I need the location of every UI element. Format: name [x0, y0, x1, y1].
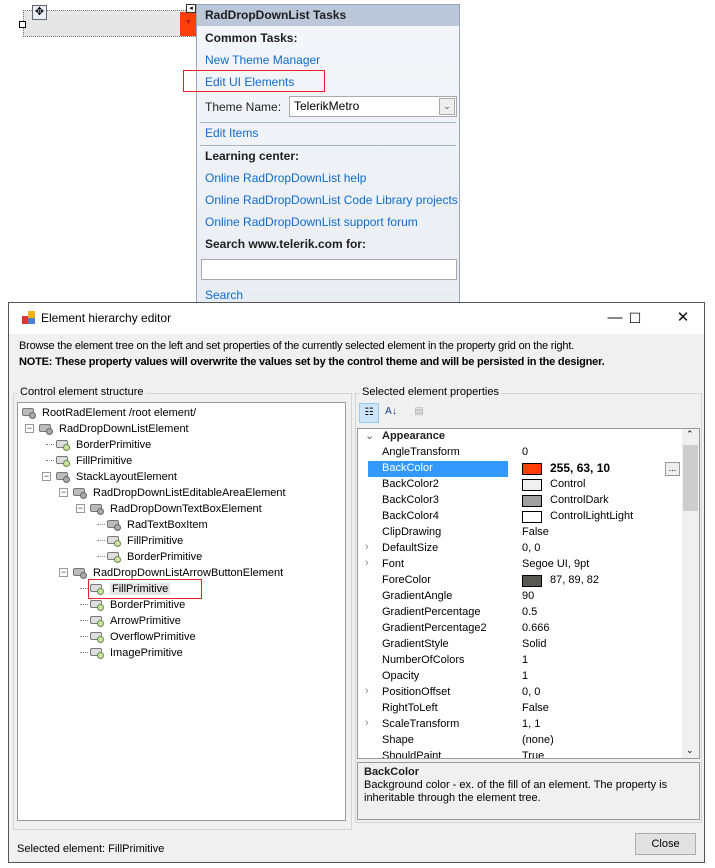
tree-node[interactable]	[90, 645, 183, 661]
tree-node-label: ArrowPrimitive	[110, 615, 181, 627]
property-value[interactable]: (none)	[522, 734, 554, 746]
tree-node[interactable]	[107, 517, 208, 533]
primitive-icon	[107, 535, 123, 547]
property-row[interactable]	[358, 573, 682, 589]
tree-connector	[46, 460, 54, 461]
property-row[interactable]	[358, 653, 682, 669]
search-heading: Search www.telerik.com for:	[205, 237, 366, 251]
ellipsis-button[interactable]: ...	[665, 462, 680, 476]
element-icon	[56, 471, 72, 483]
property-name: ClipDrawing	[382, 526, 442, 538]
tasks-title: RadDropDownList Tasks	[197, 5, 459, 26]
tree-node-label: FillPrimitive	[76, 455, 133, 467]
tree-node-label: RadTextBoxItem	[127, 519, 208, 531]
tasks-panel	[196, 4, 460, 304]
close-icon[interactable]: ✕	[676, 309, 690, 326]
property-name: AngleTransform	[382, 446, 460, 458]
property-row[interactable]	[358, 605, 682, 621]
color-swatch	[522, 575, 542, 587]
search-link[interactable]: Search	[205, 288, 244, 302]
new-theme-manager-link[interactable]: New Theme Manager	[205, 53, 321, 67]
tree-node[interactable]	[39, 421, 189, 437]
collapse-toggle-icon[interactable]: −	[60, 567, 67, 577]
scrollbar[interactable]	[682, 429, 699, 758]
learning-center-heading: Learning center:	[205, 149, 300, 163]
chevron-down-icon[interactable]: ⌄	[439, 98, 455, 115]
categorized-view-icon[interactable]: ☷	[359, 403, 379, 423]
property-name: NumberOfColors	[382, 654, 465, 666]
property-name: PositionOffset	[382, 686, 451, 698]
sort-alphabetical-icon[interactable]: A↓	[385, 406, 397, 417]
chevron-right-icon[interactable]: ›	[365, 557, 369, 569]
tree-connector	[97, 556, 105, 557]
primitive-icon	[56, 439, 72, 451]
property-name: Shape	[382, 734, 414, 746]
tree-group-label: Control element structure	[20, 386, 144, 398]
props-group-label: Selected element properties	[362, 386, 499, 398]
tree-connector	[80, 604, 88, 605]
tree-node[interactable]	[90, 613, 181, 629]
property-value[interactable]: 0.5	[522, 606, 538, 618]
tree-node-label: RadDropDownListEditableAreaElement	[93, 487, 286, 499]
help-text: Background color - ex. of the fill of an element. The property is inheritable through the element tree.	[364, 779, 668, 804]
property-row[interactable]	[358, 749, 682, 759]
dialog-title: Element hierarchy editor	[41, 311, 172, 325]
property-value[interactable]: ControlDark	[550, 494, 609, 506]
divider	[200, 122, 456, 123]
property-name: BackColor4	[382, 510, 439, 522]
property-value[interactable]: 87, 89, 82	[550, 574, 599, 586]
help-link[interactable]: Online RadDropDownList help	[205, 171, 367, 185]
property-value[interactable]: 0, 0	[522, 686, 541, 698]
chevron-right-icon[interactable]: ›	[365, 717, 369, 729]
edit-items-link[interactable]: Edit Items	[205, 126, 259, 140]
property-row[interactable]	[358, 701, 682, 717]
primitive-icon	[90, 599, 106, 611]
color-swatch	[522, 463, 542, 475]
tree-node[interactable]	[107, 533, 183, 549]
element-tree[interactable]	[17, 402, 346, 821]
property-row[interactable]	[358, 493, 682, 509]
resize-handle[interactable]	[19, 21, 26, 28]
tree-node[interactable]	[90, 581, 200, 597]
app-icon	[22, 311, 36, 325]
primitive-icon	[90, 631, 106, 643]
property-row[interactable]	[358, 685, 682, 701]
property-row[interactable]	[358, 669, 682, 685]
property-value[interactable]: 1, 1	[522, 718, 541, 730]
tree-node-label: FillPrimitive	[112, 583, 169, 595]
tree-connector	[46, 444, 54, 445]
tree-node-label: OverflowPrimitive	[110, 631, 196, 643]
property-value[interactable]: False	[522, 702, 549, 714]
collapse-toggle-icon[interactable]: −	[77, 503, 84, 513]
property-name: GradientAngle	[382, 590, 453, 602]
category-label: Appearance	[382, 430, 445, 442]
close-button[interactable]: Close	[635, 833, 696, 855]
property-value[interactable]: True	[522, 750, 545, 759]
property-row[interactable]	[358, 557, 682, 573]
property-pages-icon[interactable]: ▤	[414, 406, 424, 417]
chevron-right-icon[interactable]: ›	[365, 541, 369, 553]
description-text: Browse the element tree on the left and set properties of the currently selected element in the property grid on the right.	[19, 340, 575, 352]
tree-node-label: RadDropDownListArrowButtonElement	[93, 567, 284, 579]
tree-node[interactable]	[90, 597, 185, 613]
property-name: ForeColor	[382, 574, 431, 586]
scroll-up-icon[interactable]: ⌃	[686, 429, 694, 439]
property-row[interactable]	[358, 589, 682, 605]
status-text: Selected element: FillPrimitive	[17, 843, 165, 855]
property-row[interactable]	[358, 733, 682, 749]
property-value[interactable]: 0	[522, 446, 529, 458]
help-title: BackColor	[364, 766, 420, 778]
property-name: BackColor3	[382, 494, 439, 506]
element-icon	[90, 503, 106, 515]
tree-node[interactable]	[56, 469, 177, 485]
property-value[interactable]: False	[522, 526, 549, 538]
property-value[interactable]: Solid	[522, 638, 547, 650]
property-name: Opacity	[382, 670, 420, 682]
tree-node-label: BorderPrimitive	[110, 599, 186, 611]
property-row[interactable]	[358, 477, 682, 493]
primitive-icon	[56, 455, 72, 467]
divider	[200, 145, 456, 146]
property-row[interactable]	[358, 621, 682, 637]
category-row[interactable]	[358, 429, 682, 445]
tree-node[interactable]	[73, 485, 286, 501]
tree-node-label: RootRadElement /root element/	[42, 407, 197, 419]
primitive-icon	[107, 551, 123, 563]
property-name: BackColor2	[382, 478, 439, 490]
tree-node-label: FillPrimitive	[127, 535, 184, 547]
minimize-icon[interactable]: —	[607, 309, 623, 326]
color-swatch	[522, 479, 542, 491]
tree-node[interactable]	[73, 565, 283, 581]
property-row[interactable]	[358, 509, 682, 525]
property-name: DefaultSize	[382, 542, 439, 554]
property-value[interactable]: 1	[522, 654, 529, 666]
primitive-icon	[90, 647, 106, 659]
element-hierarchy-editor-dialog	[8, 302, 705, 863]
property-value[interactable]: ControlLightLight	[550, 510, 634, 522]
tree-node[interactable]	[90, 501, 262, 517]
common-tasks-heading: Common Tasks:	[205, 31, 298, 45]
chevron-right-icon[interactable]: ›	[365, 685, 369, 697]
property-name: GradientStyle	[382, 638, 449, 650]
collapse-toggle-icon[interactable]: −	[26, 423, 33, 433]
element-icon	[73, 567, 89, 579]
tree-node[interactable]	[90, 629, 196, 645]
property-row[interactable]	[358, 445, 682, 461]
collapse-toggle-icon[interactable]: −	[43, 471, 50, 481]
property-help-panel	[357, 762, 700, 820]
property-name: GradientPercentage2	[382, 622, 487, 634]
property-name: GradientPercentage	[382, 606, 481, 618]
note-text: NOTE: These property values will overwrite the values set by the control theme and will be persisted in the designer.	[19, 356, 605, 368]
theme-name-select[interactable]	[289, 96, 457, 117]
tree-node-label: ImagePrimitive	[110, 647, 183, 659]
element-icon	[39, 423, 55, 435]
property-value[interactable]: 90	[522, 590, 535, 602]
chevron-down-icon[interactable]: ⌄	[365, 430, 375, 442]
tree-node[interactable]	[56, 453, 132, 469]
property-row[interactable]	[358, 717, 682, 733]
collapse-toggle-icon[interactable]: −	[60, 487, 67, 497]
tree-connector	[97, 524, 105, 525]
tree-node[interactable]	[107, 549, 202, 565]
property-value[interactable]: 1	[522, 670, 529, 682]
theme-name-label: Theme Name:	[205, 100, 282, 114]
property-name: ShouldPaint	[382, 750, 442, 759]
element-icon	[107, 519, 123, 531]
tree-node-label: RadDropDownListElement	[59, 423, 189, 435]
search-input[interactable]	[201, 259, 457, 280]
property-row[interactable]	[358, 525, 682, 541]
element-icon	[73, 487, 89, 499]
maximize-icon[interactable]: ☐	[628, 310, 642, 326]
element-icon	[22, 407, 38, 419]
tree-connector	[80, 636, 88, 637]
smart-tag-glyph-icon[interactable]: ◂	[186, 4, 196, 13]
tree-node-label: StackLayoutElement	[76, 471, 177, 483]
scroll-down-icon[interactable]: ⌄	[686, 745, 694, 755]
tree-node[interactable]	[22, 405, 196, 421]
property-row[interactable]	[358, 637, 682, 653]
tree-connector	[80, 652, 88, 653]
code-library-link[interactable]: Online RadDropDownList Code Library projects	[205, 193, 458, 207]
move-handle-icon[interactable]: ✥	[32, 5, 47, 20]
tree-connector	[80, 620, 88, 621]
title-bar[interactable]	[9, 303, 704, 334]
dropdown-arrow-button[interactable]: ▼	[180, 12, 197, 36]
property-name: Font	[382, 558, 405, 570]
tree-connector	[80, 588, 88, 589]
property-row[interactable]	[358, 461, 682, 477]
tree-node[interactable]	[56, 437, 151, 453]
primitive-icon	[90, 583, 106, 595]
support-forum-link[interactable]: Online RadDropDownList support forum	[205, 215, 418, 229]
property-value[interactable]: Segoe UI, 9pt	[522, 558, 590, 570]
property-value[interactable]: 0.666	[522, 622, 550, 634]
property-name: BackColor	[368, 461, 508, 477]
property-value[interactable]: 255, 63, 10	[550, 461, 611, 475]
theme-name-value: TelerikMetro	[294, 99, 360, 113]
primitive-icon	[90, 615, 106, 627]
property-value[interactable]: Control	[550, 478, 586, 490]
scrollbar-thumb[interactable]	[683, 445, 698, 511]
raddropdownlist-control[interactable]	[23, 10, 196, 37]
color-swatch	[522, 495, 542, 507]
tree-node-label: BorderPrimitive	[127, 551, 203, 563]
color-swatch	[522, 511, 542, 523]
property-row[interactable]	[358, 541, 682, 557]
tree-node-label: RadDropDownTextBoxElement	[110, 503, 262, 515]
property-value[interactable]: 0, 0	[522, 542, 541, 554]
property-grid[interactable]	[357, 428, 700, 759]
property-name: ScaleTransform	[382, 718, 460, 730]
tree-connector	[97, 540, 105, 541]
property-name: RightToLeft	[382, 702, 438, 714]
edit-ui-elements-link[interactable]: Edit UI Elements	[205, 75, 295, 89]
tree-node-label: BorderPrimitive	[76, 439, 152, 451]
